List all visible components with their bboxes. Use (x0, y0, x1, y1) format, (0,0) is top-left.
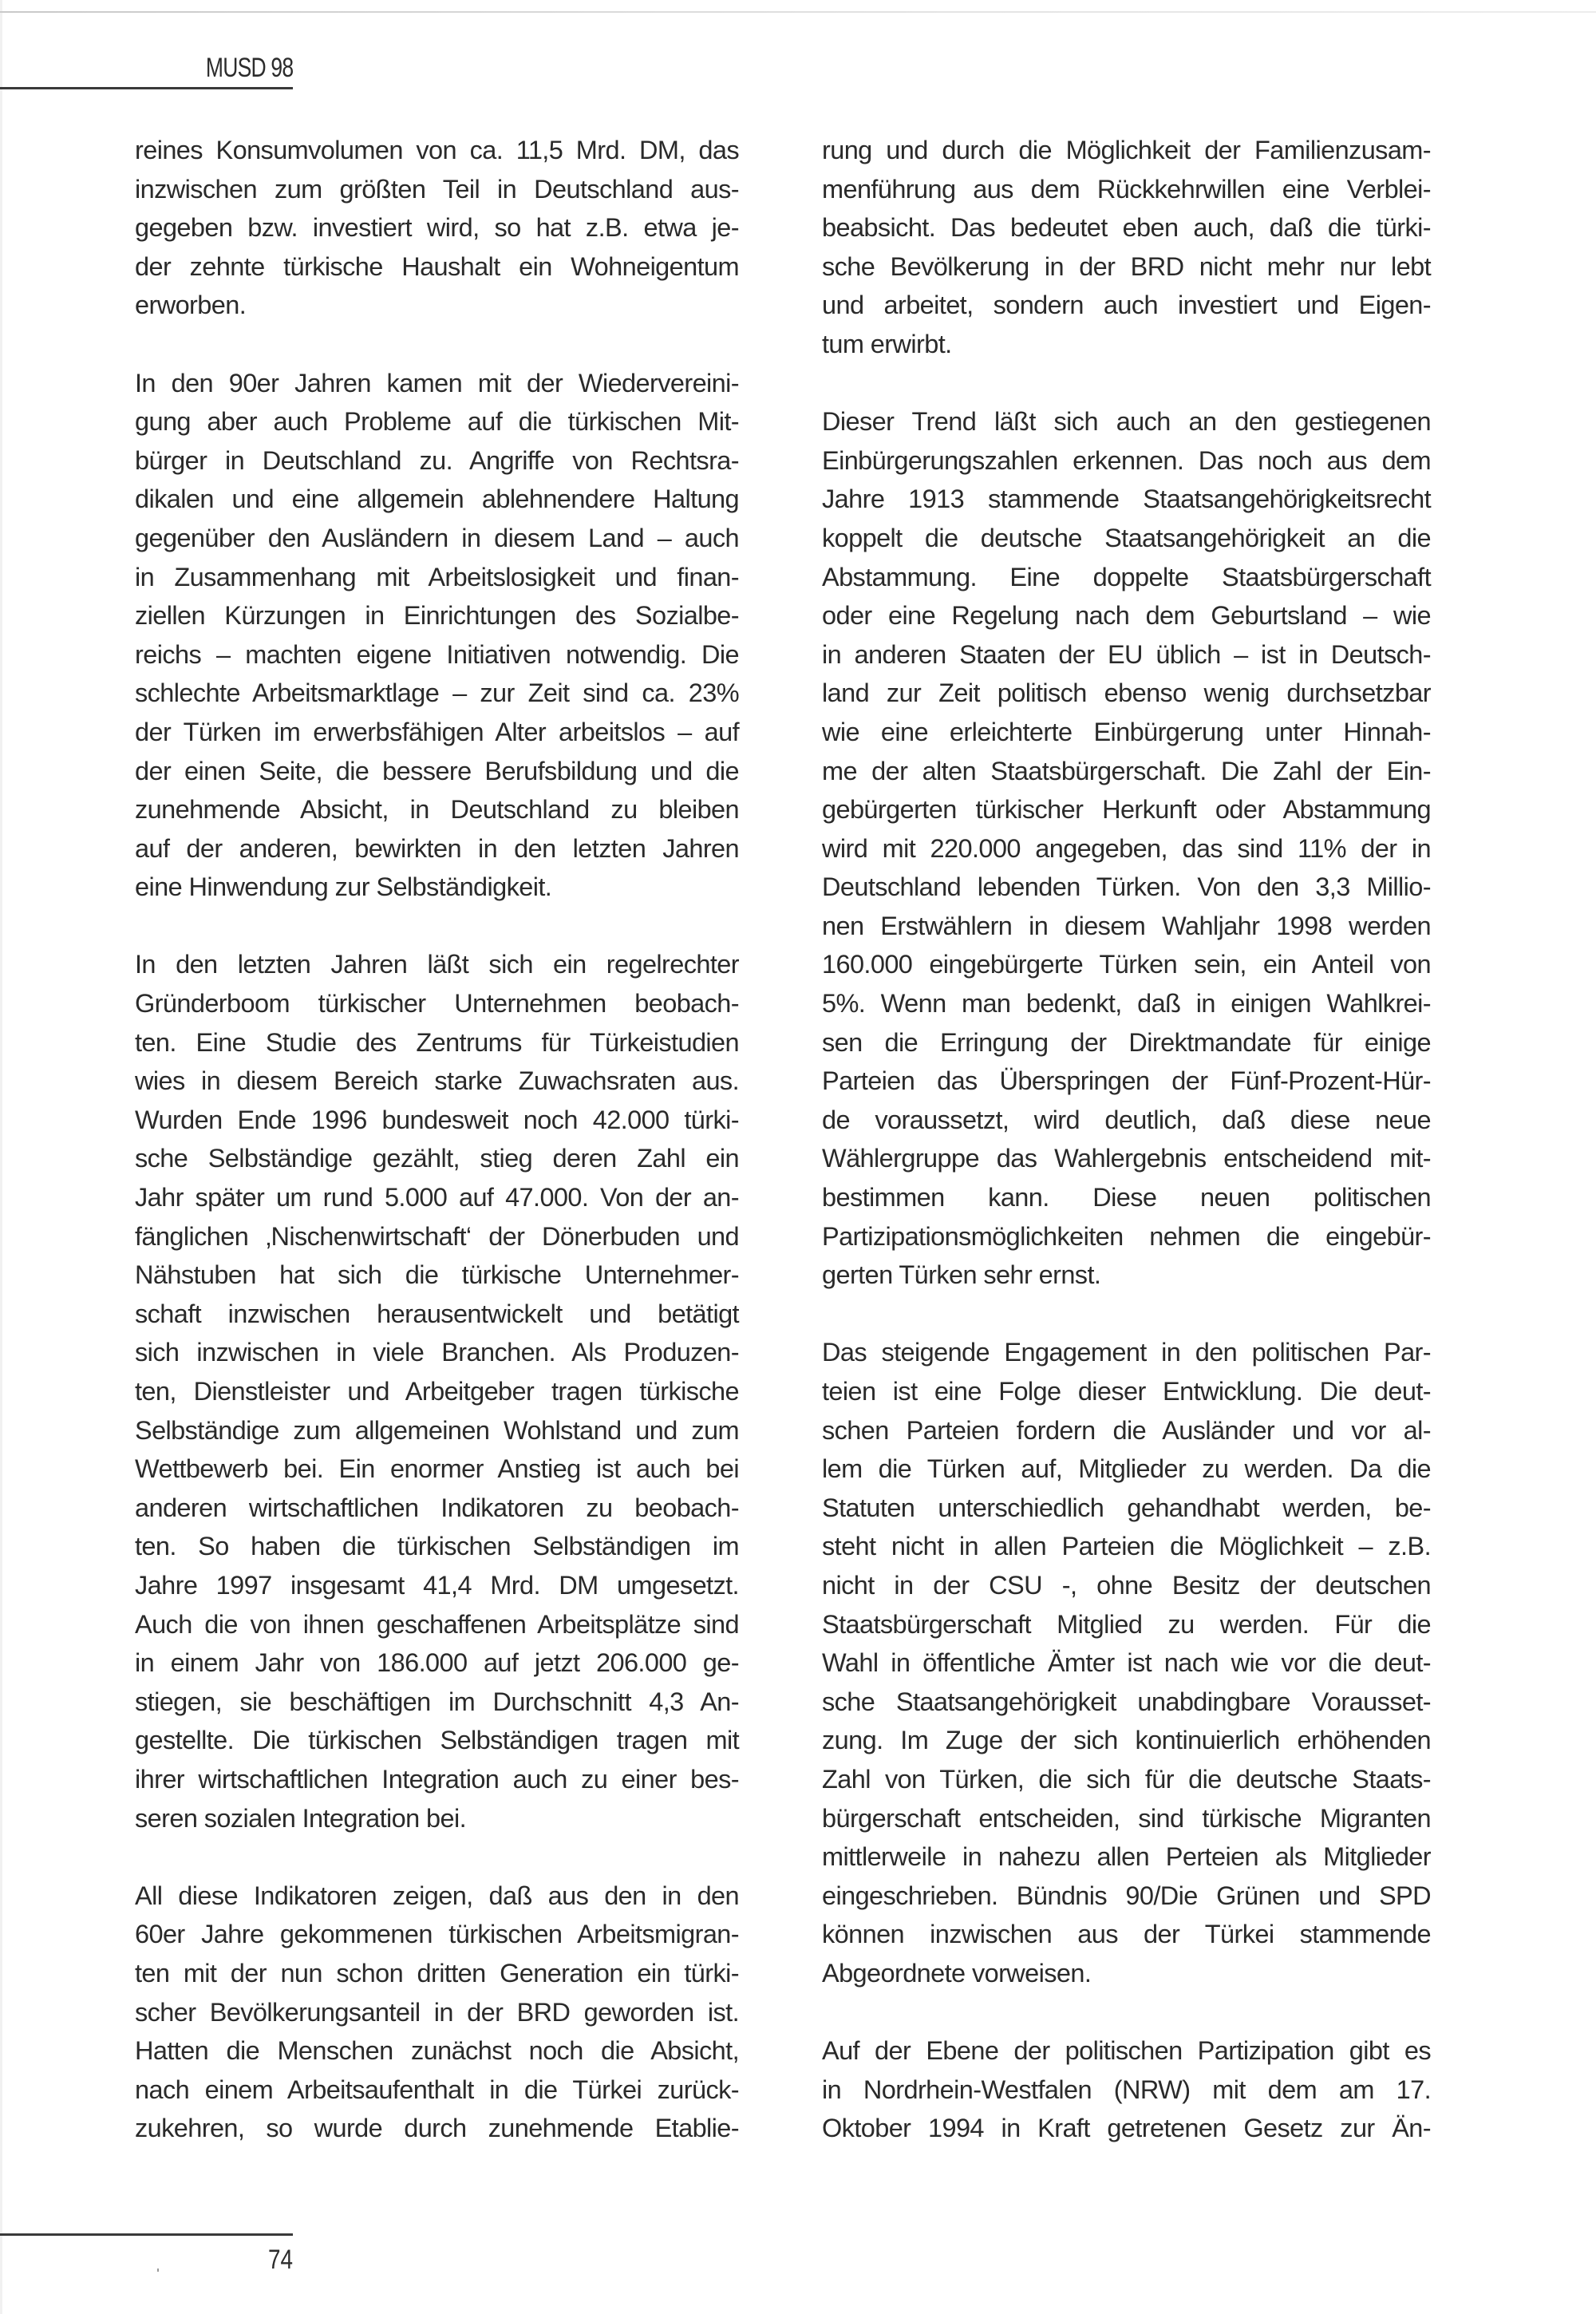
text-line: Wettbewerb bei. Ein enormer Anstieg ist auch bei (135, 1454, 739, 1484)
scan-top-border (0, 11, 1596, 13)
text-line: ziellen Kürzungen in Einrichtungen des Sozialbe- (135, 601, 739, 631)
text-line: Wählergruppe das Wahlergebnis entscheidend mit- (822, 1144, 1431, 1173)
text-line: ten mit der nun schon dritten Generation ein türki- (135, 1958, 739, 1988)
text-line: schlechte Arbeitsmarktlage – zur Zeit sind ca. 23% (135, 678, 739, 708)
text-line: können inzwischen aus der Türkei stammende (822, 1920, 1431, 1949)
text-line: in anderen Staaten der EU üblich – ist in Deutsch- (822, 639, 1431, 669)
text-line: Wahl in öffentliche Ämter ist nach wie vor die deut- (822, 1648, 1431, 1678)
text-line: bürger in Deutschland zu. Angriffe von Rechtsra- (135, 445, 739, 475)
running-header (0, 53, 293, 89)
text-line: oder eine Regelung nach dem Geburtsland – wie (822, 601, 1431, 631)
text-line: bürgerschaft entscheiden, sind türkische Migranten (822, 1803, 1431, 1833)
text-line: zukehren, so wurde durch zunehmende Etablie- (135, 2114, 739, 2143)
text-line: gegeben bzw. investiert wird, so hat z.B. etwa je- (135, 213, 739, 243)
text-line: schen Parteien fordern die Ausländer und vor al- (822, 1415, 1431, 1445)
text-line: sche Bevölkerung in der BRD nicht mehr nur lebt (822, 251, 1431, 281)
text-line: 5%. Wenn man bedenkt, daß in einigen Wahlkrei- (822, 989, 1431, 1019)
text-line: dikalen und eine allgemein ablehnendere Haltung (135, 485, 739, 514)
text-line: Jahre 1997 insgesamt 41,4 Mrd. DM umgesetzt. (135, 1570, 739, 1600)
right-column (822, 131, 1431, 2186)
text-line: sich inzwischen in viele Branchen. Als Produzen- (135, 1338, 739, 1367)
text-line: ten. Eine Studie des Zentrums für Türkeistudien (135, 1027, 739, 1057)
text-line: Deutschland lebenden Türken. Von den 3,3 Millio- (822, 872, 1431, 902)
running-title: MUSD 98 (205, 53, 293, 83)
text-line: de voraussetzt, wird deutlich, daß diese neue (822, 1105, 1431, 1134)
text-line: teien ist eine Folge dieser Entwicklung. Die deut- (822, 1377, 1431, 1406)
text-line: 160.000 eingebürgerte Türken sein, ein Anteil von (822, 950, 1431, 979)
text-line: in Zusammenhang mit Arbeitslosigkeit und finan- (135, 562, 739, 591)
text-line: scher Bevölkerungsanteil in der BRD geworden ist. (135, 1997, 739, 2027)
paragraph (135, 945, 739, 1837)
text-line: in Nordrhein-Westfalen (NRW) mit dem am 17. (822, 2075, 1431, 2104)
text-line: und arbeitet, sondern auch investiert und Eigen- (822, 291, 1431, 320)
text-line: rung und durch die Möglichkeit der Familienzusam- (822, 136, 1431, 164)
text-line: reichs – machten eigene Initiativen notwendig. Die (135, 639, 739, 669)
text-line: In den letzten Jahren läßt sich ein regelrechter (135, 950, 739, 979)
text-line: gestellte. Die türkischen Selbständigen tragen mit (135, 1726, 739, 1755)
text-line: seren sozialen Integration bei. (135, 1803, 467, 1833)
text-line: Parteien das Überspringen der Fünf-Prozent-Hür- (822, 1066, 1431, 1096)
text-line: fänglichen ‚Nischenwirtschaft‘ der Dönerbuden und (135, 1221, 739, 1251)
text-line: Staatsbürgerschaft Mitglied zu werden. Für die (822, 1609, 1431, 1639)
text-line: land zur Zeit politisch ebenso wenig durchsetzbar (822, 678, 1431, 708)
text-line: eingeschrieben. Bündnis 90/Die Grünen und SPD (822, 1881, 1431, 1910)
text-line: gerten Türken sehr ernst. (822, 1260, 1101, 1290)
paragraph (822, 402, 1431, 1295)
text-line: eine Hinwendung zur Selbständigkeit. (135, 872, 552, 902)
scan-left-edge (0, 0, 2, 2314)
text-line: wird mit 220.000 angegeben, das sind 11% der in (822, 833, 1431, 863)
text-line: wies in diesem Bereich starke Zuwachsraten aus. (135, 1066, 739, 1096)
text-line: Auf der Ebene der politischen Partizipation gibt es (822, 2036, 1431, 2066)
paragraph (822, 1333, 1431, 1992)
text-line: steht nicht in allen Parteien die Möglichkeit – z.B. (822, 1532, 1431, 1561)
scan-speck (157, 2269, 159, 2272)
paragraph (135, 131, 739, 325)
text-line: inzwischen zum größten Teil in Deutschland aus- (135, 174, 739, 204)
text-line: 60er Jahre gekommenen türkischen Arbeitsmigran- (135, 1920, 739, 1949)
text-line: auf der anderen, bewirkten in den letzten Jahren (135, 833, 739, 863)
text-line: gebürgerten türkischer Herkunft oder Abstammung (822, 795, 1431, 825)
text-line: Wurden Ende 1996 bundesweit noch 42.000 türki- (135, 1105, 739, 1134)
text-line: Oktober 1994 in Kraft getretenen Gesetz zur Än- (822, 2114, 1431, 2143)
paragraph (822, 2031, 1431, 2148)
text-line: Jahre 1913 stammende Staatsangehörigkeitsrecht (822, 485, 1431, 514)
text-line: der einen Seite, die bessere Berufsbildung und die (135, 756, 739, 785)
text-line: ten, Dienstleister und Arbeitgeber tragen türkische (135, 1377, 739, 1406)
text-line: in einem Jahr von 186.000 auf jetzt 206.000 ge- (135, 1648, 739, 1678)
text-line: sche Selbständige gezählt, stieg deren Zahl ein (135, 1144, 739, 1173)
text-line: beabsicht. Das bedeutet eben auch, daß die türki- (822, 213, 1431, 243)
text-line: sche Staatsangehörigkeit unabdingbare Vorausset- (822, 1687, 1431, 1716)
text-line: koppelt die deutsche Staatsangehörigkeit an die (822, 523, 1431, 552)
text-line: Partizipationsmöglichkeiten nehmen die eingebür- (822, 1221, 1431, 1251)
text-line: tum erwirbt. (822, 329, 952, 358)
text-line: zung. Im Zuge der sich kontinuierlich erhöhenden (822, 1726, 1431, 1755)
text-line: In den 90er Jahren kamen mit der Wiedervereini- (135, 368, 739, 398)
text-line: anderen wirtschaftlichen Indikatoren zu beobach- (135, 1493, 739, 1522)
text-line: stiegen, sie beschäftigen im Durchschnitt 4,3 An- (135, 1687, 739, 1716)
text-line: Zahl von Türken, die sich für die deutsche Staats- (822, 1764, 1431, 1794)
text-line: ten. So haben die türkischen Selbständigen im (135, 1532, 739, 1561)
text-line: Auch die von ihnen geschaffenen Arbeitsplätze sind (135, 1609, 739, 1639)
paragraph (822, 131, 1431, 364)
left-column (135, 131, 739, 2186)
text-line: nicht in der CSU -, ohne Besitz der deutschen (822, 1570, 1431, 1600)
text-line: Abgeordnete vorweisen. (822, 1958, 1092, 1988)
text-line: me der alten Staatsbürgerschaft. Die Zahl der Ein- (822, 756, 1431, 785)
text-line: Selbständige zum allgemeinen Wohlstand und zum (135, 1415, 739, 1445)
text-line: Jahr später um rund 5.000 auf 47.000. Von der an- (135, 1183, 739, 1212)
paragraph (135, 1877, 739, 2148)
footer-rule (0, 2233, 293, 2236)
text-line: gung aber auch Probleme auf die türkischen Mit- (135, 407, 739, 437)
paragraph (135, 364, 739, 907)
page-number: 74 (267, 2245, 293, 2275)
text-line: gegenüber den Ausländern in diesem Land – auch (135, 523, 739, 552)
text-line: nen Erstwählern in diesem Wahljahr 1998 werden (822, 911, 1431, 940)
text-line: reines Konsumvolumen von ca. 11,5 Mrd. DM, das (135, 136, 739, 164)
text-line: Einbürgerungszahlen erkennen. Das noch aus dem (822, 445, 1431, 475)
text-line: Gründerboom türkischer Unternehmen beobach- (135, 989, 739, 1019)
text-line: Das steigende Engagement in den politischen Par- (822, 1338, 1431, 1367)
text-line: lem die Türken auf, Mitglieder zu werden. Da die (822, 1454, 1431, 1484)
text-line: sen die Erringung der Direktmandate für einige (822, 1027, 1431, 1057)
text-line: ihrer wirtschaftlichen Integration auch zu einer bes- (135, 1764, 739, 1794)
text-line: Abstammung. Eine doppelte Staatsbürgerschaft (822, 562, 1431, 591)
text-line: schaft inzwischen herausentwickelt und betätigt (135, 1299, 739, 1328)
text-line: Hatten die Menschen zunächst noch die Absicht, (135, 2036, 739, 2066)
text-line: zunehmende Absicht, in Deutschland zu bleiben (135, 795, 739, 825)
text-line: Dieser Trend läßt sich auch an den gestiegenen (822, 407, 1431, 437)
text-line: mittlerweile in nahezu allen Perteien als Mitglieder (822, 1842, 1431, 1872)
text-line: menführung aus dem Rückkehrwillen eine Verblei- (822, 174, 1431, 204)
text-line: nach einem Arbeitsaufenthalt in die Türkei zurück- (135, 2075, 739, 2104)
text-line: Statuten unterschiedlich gehandhabt werden, be- (822, 1493, 1431, 1522)
text-line: erworben. (135, 291, 247, 320)
text-line: der zehnte türkische Haushalt ein Wohneigentum (135, 251, 739, 281)
text-line: bestimmen kann. Diese neuen politischen (822, 1183, 1431, 1212)
text-line: All diese Indikatoren zeigen, daß aus den in den (135, 1881, 739, 1910)
text-line: Nähstuben hat sich die türkische Unternehmer- (135, 1260, 739, 1290)
text-line: der Türken im erwerbsfähigen Alter arbeitslos – auf (135, 717, 739, 746)
text-line: wie eine erleichterte Einbürgerung unter Hinnah- (822, 717, 1431, 746)
